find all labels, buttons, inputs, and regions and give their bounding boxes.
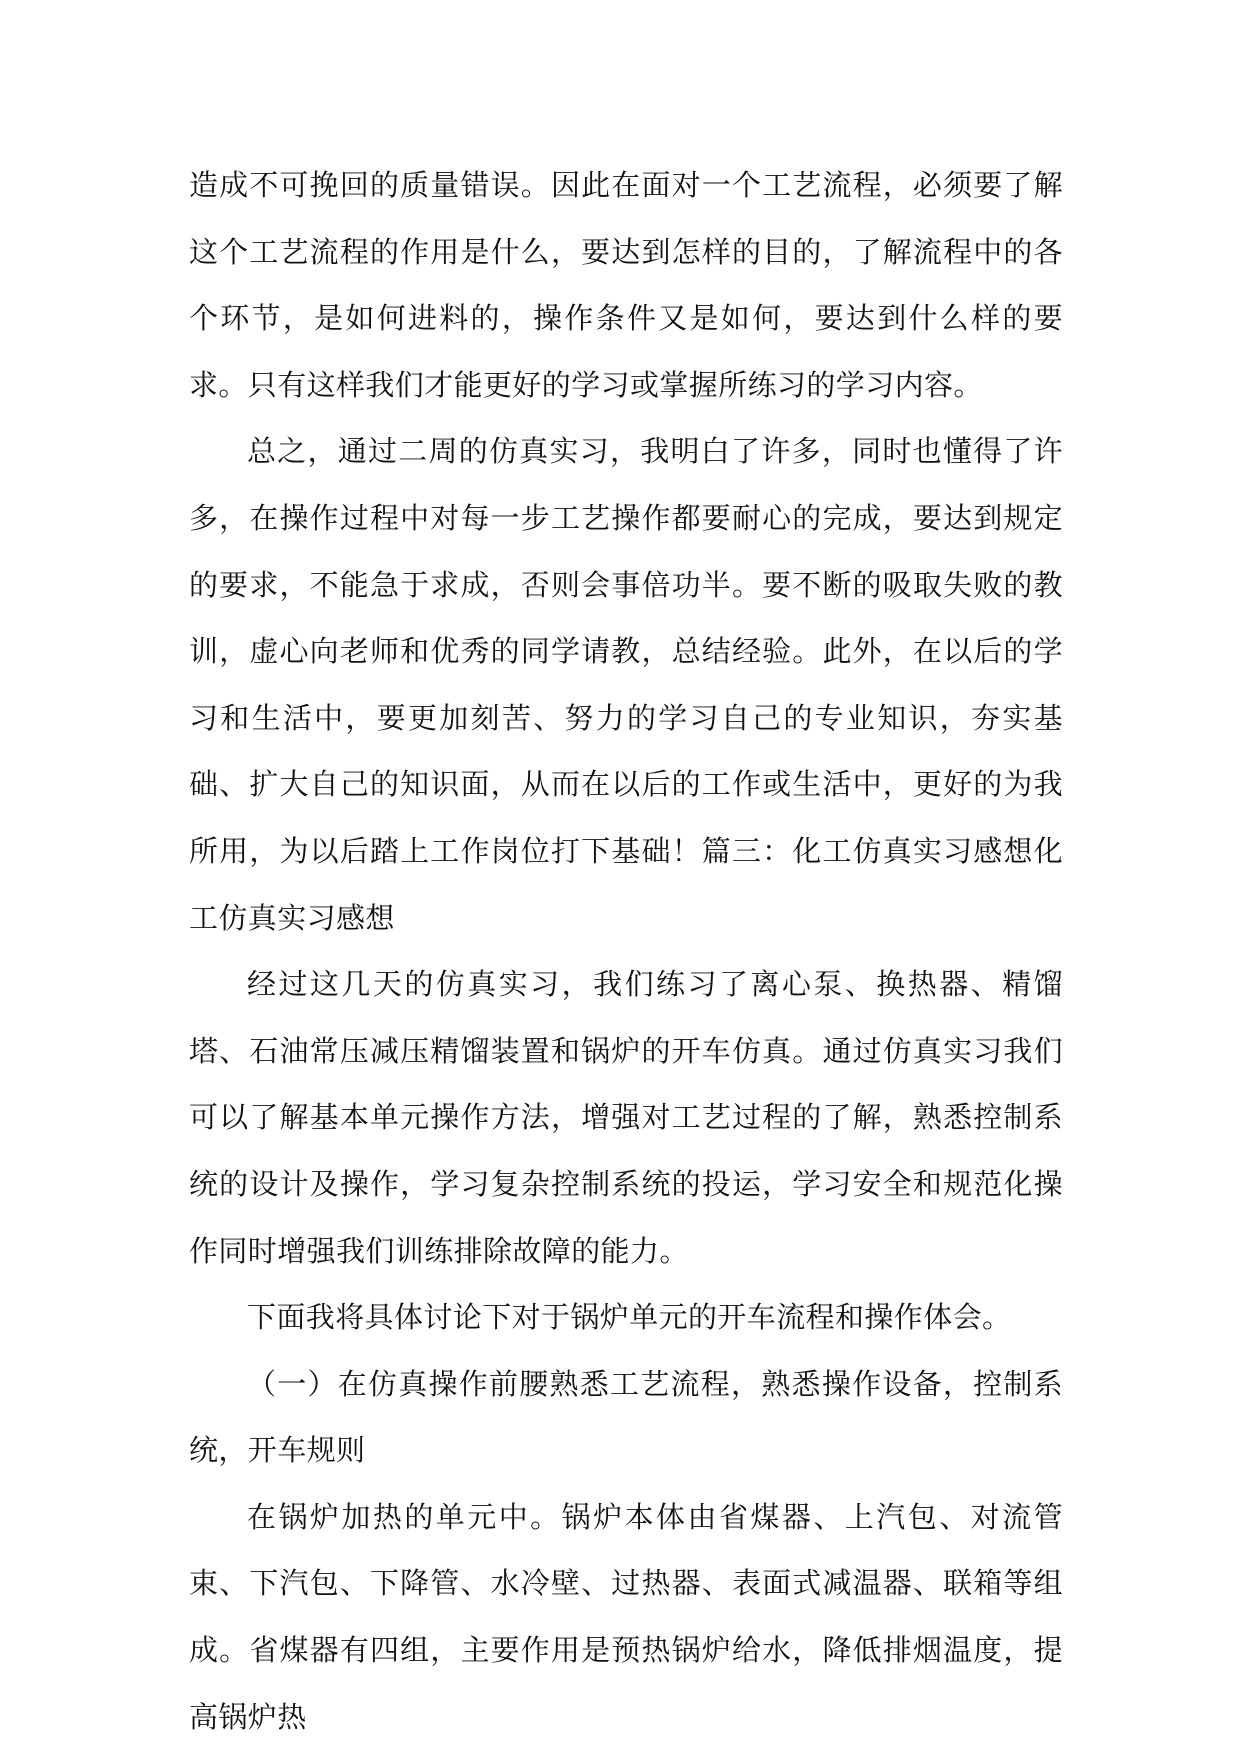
paragraph-3: 经过这几天的仿真实习，我们练习了离心泵、换热器、精馏塔、石油常压减压精馏装置和锅炉的开车仿真。通过仿真实习我们可以了解基本单元操作方法，增强对工艺过程的了解，熟悉控制系统的设计及操作，学习复杂控制系统的投运，学习安全和规范化操作同时增强我们训练排除故障的能力。 <box>189 967 1063 1268</box>
paragraph-6: 在锅炉加热的单元中。锅炉本体由省煤器、上汽包、对流管束、下汽包、下降管、水冷壁、过热器、表面式减温器、联箱等组成。省煤器有四组，主要作用是预热锅炉给水，降低排烟温度，提高锅炉热 <box>189 1499 1063 1734</box>
paragraph-1: 造成不可挽回的质量错误。因此在面对一个工艺流程，必须要了解这个工艺流程的作用是什么，要达到怎样的目的，了解流程中的各个环节，是如何进料的，操作条件又是如何，要达到什么样的要求。只有这样我们才能更好的学习或掌握所练习的学习内容。 <box>189 168 1063 402</box>
document-body <box>189 152 1063 1750</box>
paragraph-5: （一）在仿真操作前腰熟悉工艺流程，熟悉操作设备，控制系统，开车规则 <box>189 1366 1063 1468</box>
paragraph-4: 下面我将具体讨论下对于锅炉单元的开车流程和操作体会。 <box>247 1300 1012 1335</box>
paragraph-2: 总之，通过二周的仿真实习，我明白了许多，同时也懂得了许多，在操作过程中对每一步工艺操作都要耐心的完成，要达到规定的要求，不能急于求成，否则会事倍功半。要不断的吸取失败的教训，虚心向老师和优秀的同学请教，总结经验。此外，在以后的学习和生活中，要更加刻苦、努力的学习自己的专业知识，夯实基础、扩大自己的知识面，从而在以后的工作或生活中，更好的为我所用，为以后踏上工作岗位打下基础！篇三：化工仿真实习感想化工仿真实习感想 <box>189 434 1063 935</box>
